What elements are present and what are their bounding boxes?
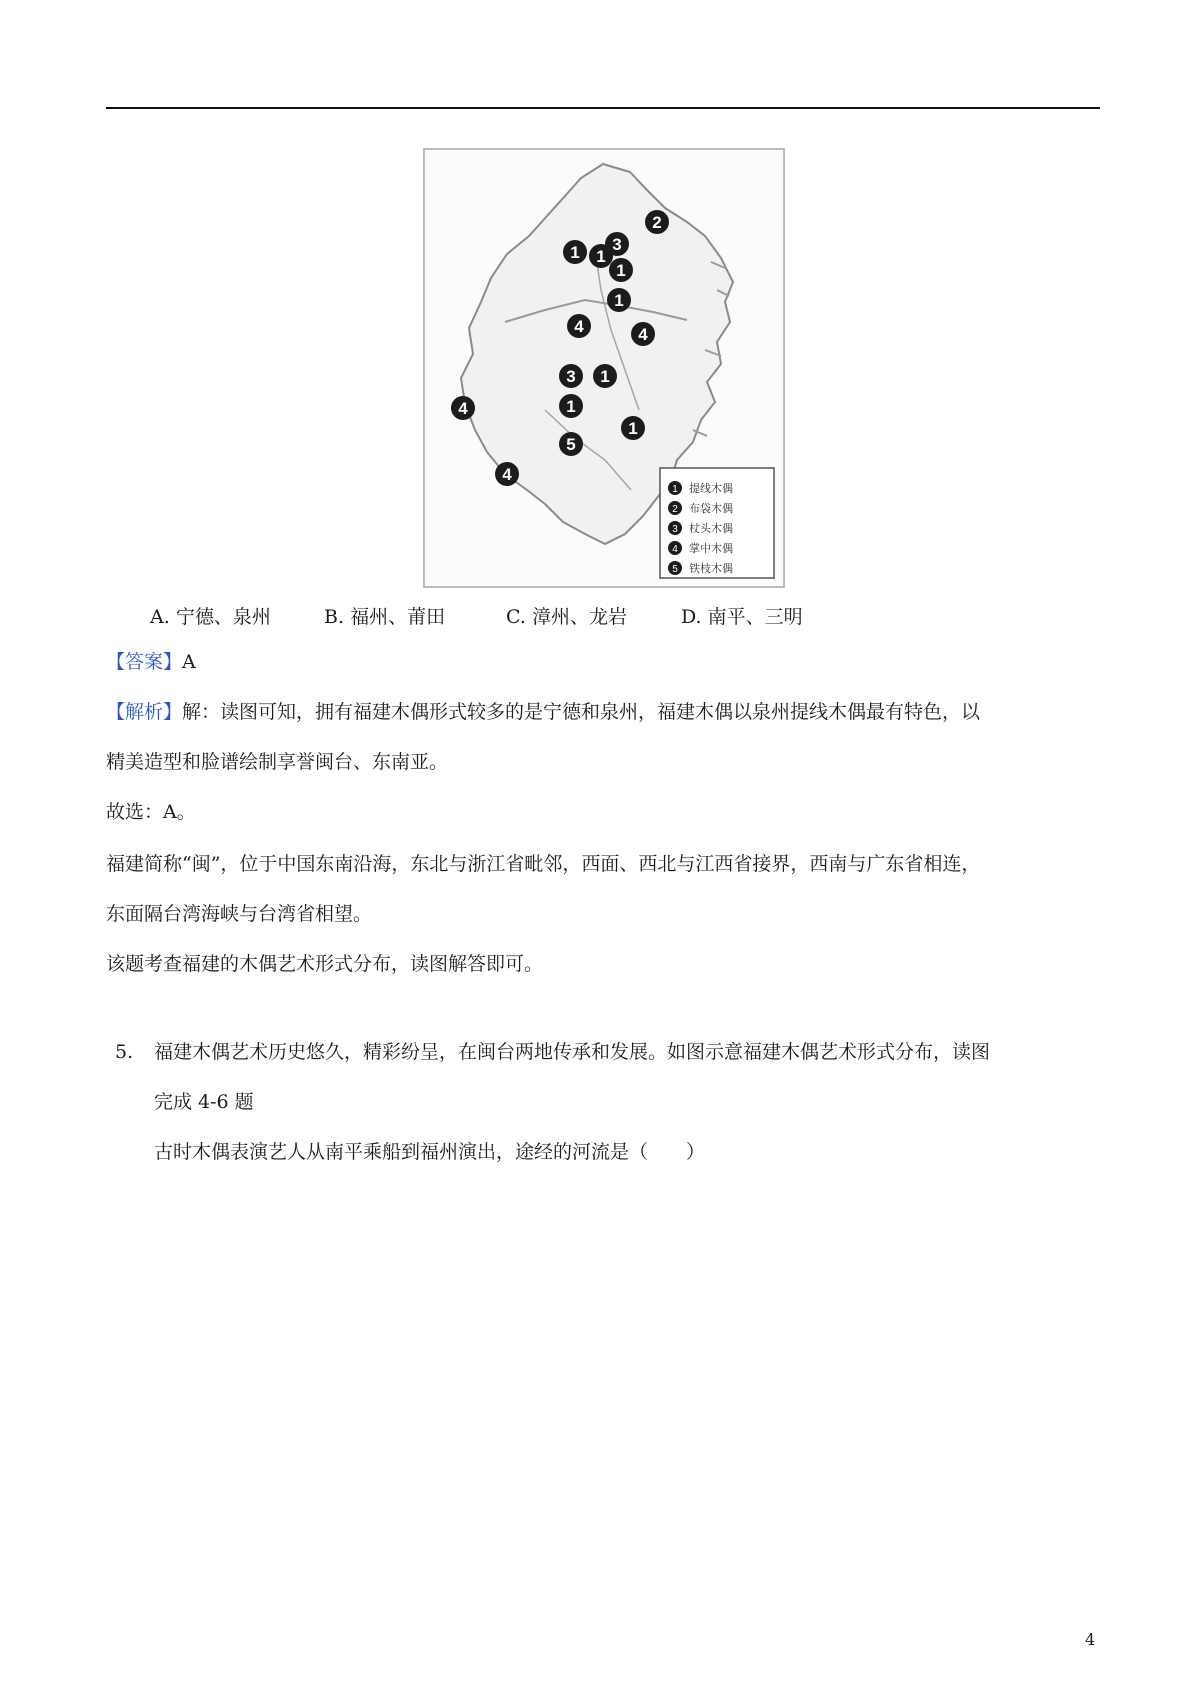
option-c[interactable]: C. 漳州、龙岩	[506, 606, 627, 628]
map-marker-label: 4	[458, 399, 468, 418]
map-marker-label: 1	[614, 291, 624, 310]
analysis-line-2: 精美造型和脸谱绘制享誉闽台、东南亚。	[106, 751, 449, 773]
map-marker-label: 1	[596, 247, 606, 266]
map-marker-label: 1	[570, 243, 580, 262]
legend-label: 掌中木偶	[689, 542, 733, 555]
legend-number: 3	[672, 524, 678, 535]
analysis-line-1: 【解析】解：读图可知，拥有福建木偶形式较多的是宁德和泉州，福建木偶以泉州提线木偶最有特色，以	[106, 701, 981, 723]
map-marker-label: 1	[600, 367, 610, 386]
header-rule	[106, 107, 1100, 109]
question-line-3: 古时木偶表演艺人从南平乘船到福州演出，途经的河流是（ ）	[154, 1141, 706, 1163]
map-marker-label: 5	[566, 435, 576, 454]
option-d[interactable]: D. 南平、三明	[681, 606, 803, 628]
analysis-tag: 【解析】	[106, 701, 183, 723]
answer-line	[106, 650, 196, 674]
question-number: 5.	[115, 1041, 134, 1063]
map-marker-label: 1	[616, 261, 626, 280]
map-marker-label: 4	[638, 325, 648, 344]
legend-label: 杖头木偶	[689, 522, 733, 535]
page-number: 4	[1085, 1630, 1096, 1649]
legend-number: 2	[672, 504, 678, 515]
map-marker-label: 1	[566, 397, 576, 416]
legend-label: 铁枝木偶	[689, 562, 733, 575]
legend-label: 布袋木偶	[689, 502, 733, 515]
answer-tag: 【答案】	[106, 651, 183, 673]
map-marker-label: 3	[566, 367, 576, 386]
map-figure	[425, 150, 783, 586]
option-b[interactable]: B. 福州、莆田	[324, 606, 446, 628]
answer-value: A	[182, 651, 196, 673]
question-line-2: 完成 4-6 题	[154, 1091, 254, 1113]
legend-label: 提线木偶	[689, 482, 733, 495]
question-line-1: 福建木偶艺术历史悠久，精彩纷呈，在闽台两地传承和发展。如图示意福建木偶艺术形式分布，读图	[154, 1041, 991, 1063]
map-marker-label: 2	[652, 213, 662, 232]
legend-number: 5	[672, 564, 678, 575]
map-marker-label: 1	[628, 419, 638, 438]
analysis-choice: 故选：A。	[106, 801, 196, 823]
map-marker-label: 3	[612, 235, 622, 254]
legend-number: 1	[672, 484, 678, 495]
background-line-1: 福建简称“闽”，位于中国东南沿海，东北与浙江省毗邻，西面、西北与江西省接界，西南与广东省相连，	[106, 853, 981, 875]
map-marker-label: 4	[502, 465, 512, 484]
map-marker-label: 4	[574, 317, 584, 336]
legend-number: 4	[672, 544, 678, 555]
option-a[interactable]: A. 宁德、泉州	[150, 606, 271, 628]
background-line-3: 该题考查福建的木偶艺术形式分布，读图解答即可。	[106, 953, 544, 975]
fujian-puppet-map	[423, 148, 785, 588]
background-line-2: 东面隔台湾海峡与台湾省相望。	[106, 903, 373, 925]
